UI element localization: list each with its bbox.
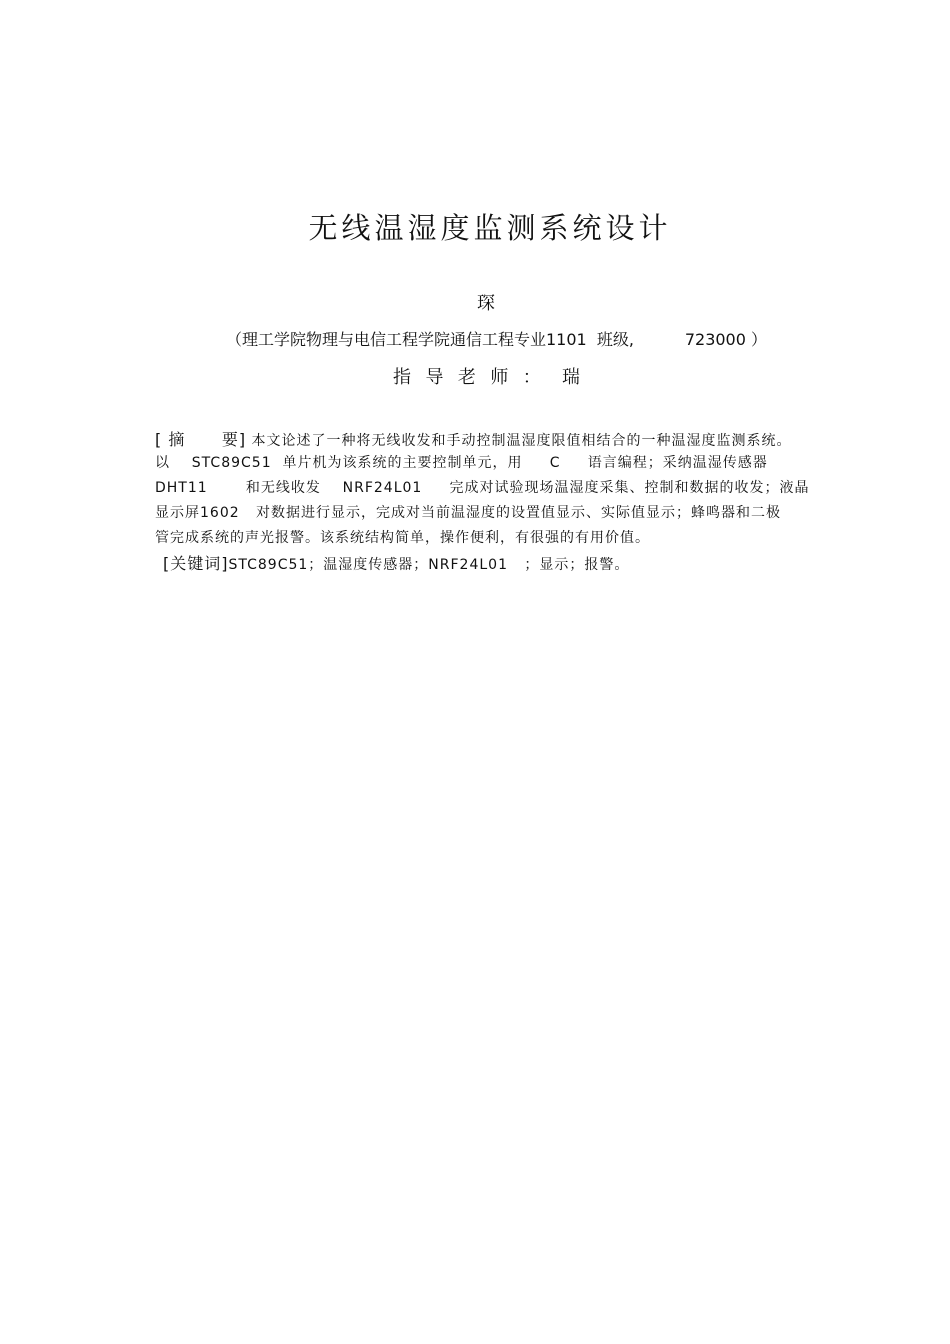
abstract-label: [ 摘 要] [155, 430, 247, 449]
keywords-label: [关键词] [163, 554, 229, 573]
keywords-text: STC89C51；温湿度传感器；NRF24L01 ；显示；报警。 [228, 557, 630, 573]
advisor-line: 指 导 老 师 ： 瑞 [393, 367, 581, 388]
abstract-line-3: DHT11 和无线收发 NRF24L01 完成对试验现场温湿度采集、控制和数据的收发；液晶 [155, 480, 810, 496]
abstract-text-1: 本文论述了一种将无线收发和手动控制温湿度限值相结合的一种温湿度监测系统。 [251, 433, 792, 449]
author-affiliation: （理工学院物理与电信工程学院通信工程专业1101 班级, 723000 ） [226, 330, 768, 349]
author-name: 琛 [477, 293, 495, 314]
keywords-line [163, 551, 629, 574]
abstract-line-2: 以 STC89C51 单片机为该系统的主要控制单元，用 C 语言编程；采纳温湿传感器 [155, 455, 768, 471]
abstract-line-4: 显示屏1602 对数据进行显示，完成对当前温湿度的设置值显示、实际值显示；蜂鸣器和二极 [155, 505, 781, 521]
paper-title: 无线温湿度监测系统设计 [308, 211, 672, 245]
abstract-line-5: 管完成系统的声光报警。该系统结构简单，操作便利，有很强的有用价值。 [155, 530, 650, 546]
abstract-line-1 [155, 427, 792, 450]
